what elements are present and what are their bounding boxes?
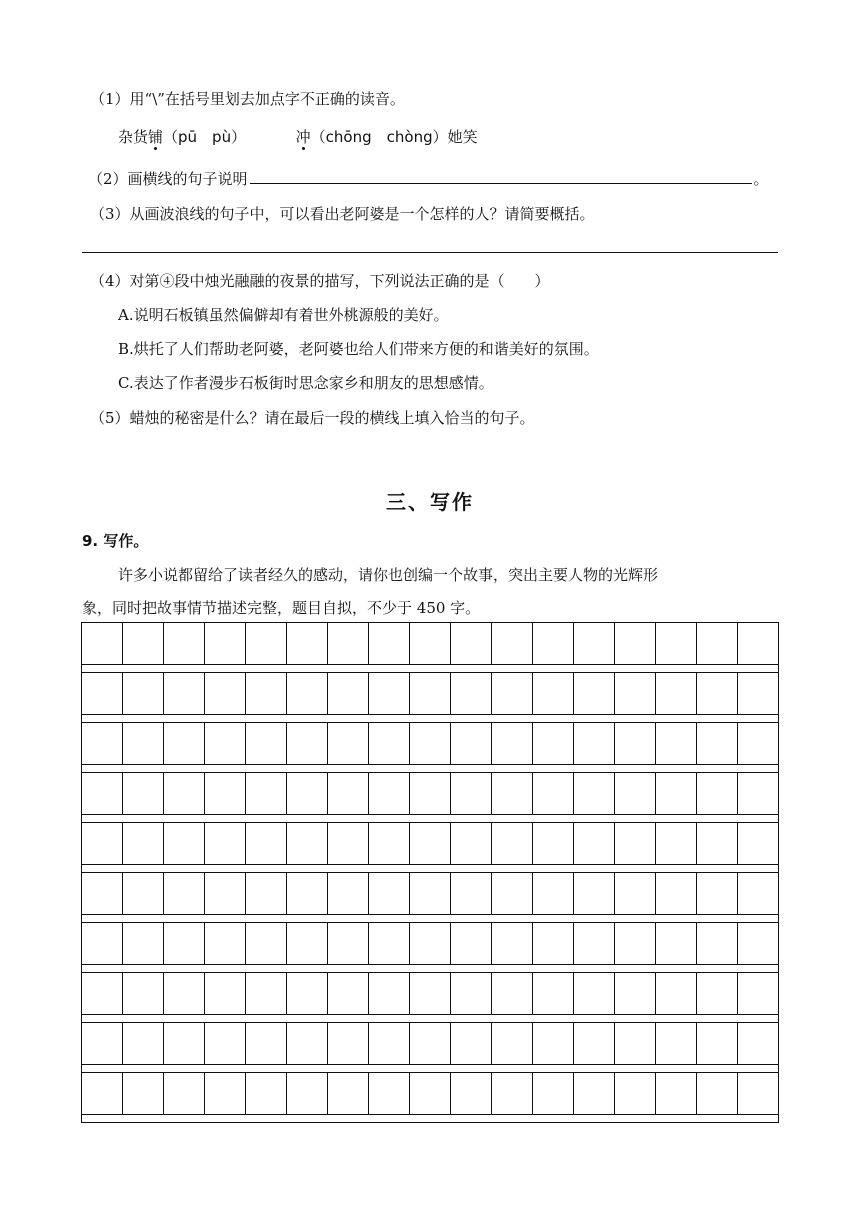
question-1-items [118,126,478,147]
grid-cell[interactable] [615,1023,656,1064]
grid-row-gap [81,1064,779,1072]
grid-cell[interactable] [123,923,164,964]
grid-cell[interactable] [369,973,410,1014]
grid-cell[interactable] [656,1023,697,1064]
grid-cell[interactable] [656,673,697,714]
grid-cell[interactable] [410,1073,451,1114]
item1-dotted-char: 铺 [148,128,164,146]
grid-row [81,772,779,814]
grid-cell[interactable] [492,773,533,814]
option-c: C.表达了作者漫步石板街时思念家乡和朋友的思想感情。 [118,374,494,392]
grid-cell[interactable] [82,1073,123,1114]
grid-cell[interactable] [738,923,778,964]
question-3: （3）从画波浪线的句子中，可以看出老阿婆是一个怎样的人？请简要概括。 [90,205,595,223]
grid-cell[interactable] [697,1073,738,1114]
grid-cell[interactable] [164,873,205,914]
grid-row-gap [81,864,779,872]
grid-cell[interactable] [615,1073,656,1114]
grid-cell[interactable] [451,623,492,664]
grid-cell[interactable] [123,673,164,714]
grid-row-gap [81,1014,779,1022]
grid-cell[interactable] [533,723,574,764]
grid-cell[interactable] [369,623,410,664]
grid-cell[interactable] [287,1073,328,1114]
question-4: （4）对第④段中烛光融融的夜景的描写，下列说法正确的是（ ） [90,272,550,290]
grid-cell[interactable] [410,923,451,964]
grid-cell[interactable] [82,723,123,764]
grid-cell[interactable] [656,723,697,764]
grid-row-gap [81,1114,779,1122]
section-title: 三、写作 [386,490,474,514]
grid-cell[interactable] [656,923,697,964]
grid-cell[interactable] [369,1073,410,1114]
grid-cell[interactable] [246,1073,287,1114]
grid-cell[interactable] [451,1073,492,1114]
grid-cell[interactable] [246,873,287,914]
grid-cell[interactable] [410,873,451,914]
grid-cell[interactable] [451,1023,492,1064]
item1-prefix: 杂货 [118,128,149,146]
grid-cell[interactable] [82,1023,123,1064]
grid-cell[interactable] [328,723,369,764]
prompt-line-1: 许多小说都留给了读者经久的感动，请你也创编一个故事，突出主要人物的光辉形 [118,566,659,584]
grid-bottom-border [81,1122,779,1123]
grid-cell[interactable] [287,723,328,764]
grid-cell[interactable] [205,923,246,964]
answer-blank[interactable] [250,169,752,184]
grid-row-gap [81,764,779,772]
grid-cell[interactable] [492,873,533,914]
grid-cell[interactable] [533,1023,574,1064]
grid-cell[interactable] [328,873,369,914]
grid-row-gap [81,914,779,922]
grid-row [81,672,779,714]
grid-cell[interactable] [205,623,246,664]
grid-cell[interactable] [123,1073,164,1114]
grid-cell[interactable] [123,873,164,914]
grid-cell[interactable] [533,923,574,964]
grid-cell[interactable] [328,623,369,664]
grid-cell[interactable] [246,823,287,864]
grid-cell[interactable] [615,723,656,764]
grid-cell[interactable] [246,773,287,814]
grid-cell[interactable] [451,773,492,814]
grid-cell[interactable] [738,673,778,714]
grid-cell[interactable] [738,1073,778,1114]
grid-cell[interactable] [205,1073,246,1114]
grid-cell[interactable] [164,1073,205,1114]
answer-line[interactable] [82,252,778,253]
grid-cell[interactable] [615,973,656,1014]
grid-cell[interactable] [451,873,492,914]
grid-cell[interactable] [82,673,123,714]
grid-cell[interactable] [205,873,246,914]
grid-cell[interactable] [82,923,123,964]
grid-cell[interactable] [615,673,656,714]
grid-cell[interactable] [82,823,123,864]
grid-row [81,872,779,914]
grid-cell[interactable] [123,823,164,864]
grid-row [81,622,779,664]
grid-cell[interactable] [656,873,697,914]
grid-cell[interactable] [246,1023,287,1064]
grid-cell[interactable] [574,873,615,914]
grid-cell[interactable] [492,1073,533,1114]
grid-cell[interactable] [246,923,287,964]
grid-cell[interactable] [533,823,574,864]
grid-cell[interactable] [574,773,615,814]
grid-cell[interactable] [738,823,778,864]
grid-cell[interactable] [287,973,328,1014]
grid-cell[interactable] [492,673,533,714]
grid-cell[interactable] [410,973,451,1014]
grid-cell[interactable] [410,673,451,714]
grid-cell[interactable] [697,773,738,814]
grid-cell[interactable] [410,1023,451,1064]
grid-cell[interactable] [697,973,738,1014]
grid-row-gap [81,664,779,672]
grid-cell[interactable] [615,823,656,864]
grid-cell[interactable] [533,673,574,714]
grid-cell[interactable] [328,1023,369,1064]
grid-cell[interactable] [328,773,369,814]
grid-cell[interactable] [697,873,738,914]
grid-row-gap [81,964,779,972]
grid-cell[interactable] [328,923,369,964]
grid-cell[interactable] [287,673,328,714]
grid-cell[interactable] [205,723,246,764]
grid-cell[interactable] [287,823,328,864]
grid-cell[interactable] [697,673,738,714]
grid-cell[interactable] [697,1023,738,1064]
grid-cell[interactable] [287,923,328,964]
grid-cell[interactable] [533,873,574,914]
grid-cell[interactable] [246,673,287,714]
question-2 [88,168,769,189]
grid-row [81,1072,779,1114]
grid-cell[interactable] [205,823,246,864]
grid-cell[interactable] [451,823,492,864]
grid-row [81,1022,779,1064]
grid-cell[interactable] [123,623,164,664]
grid-cell[interactable] [492,823,533,864]
grid-cell[interactable] [369,773,410,814]
grid-cell[interactable] [328,1073,369,1114]
grid-cell[interactable] [738,723,778,764]
grid-cell[interactable] [246,623,287,664]
grid-cell[interactable] [451,923,492,964]
grid-row-gap [81,814,779,822]
grid-cell[interactable] [656,1073,697,1114]
grid-cell[interactable] [164,923,205,964]
grid-cell[interactable] [369,923,410,964]
grid-cell[interactable] [533,1073,574,1114]
prompt-line-2: 象，同时把故事情节描述完整，题目自拟，不少于 450 字。 [82,599,481,617]
question-label: 9. 写作。 [82,532,149,550]
grid-cell[interactable] [492,723,533,764]
writing-grid[interactable] [81,622,779,1123]
grid-cell[interactable] [615,923,656,964]
grid-cell[interactable] [369,823,410,864]
grid-row [81,722,779,764]
grid-cell[interactable] [533,623,574,664]
option-b: B.烘托了人们帮助老阿婆，老阿婆也给人们带来方便的和谐美好的氛围。 [118,340,599,358]
grid-cell[interactable] [492,1023,533,1064]
grid-cell[interactable] [492,923,533,964]
grid-cell[interactable] [328,823,369,864]
grid-cell[interactable] [287,623,328,664]
grid-cell[interactable] [205,1023,246,1064]
grid-cell[interactable] [697,623,738,664]
grid-cell[interactable] [410,773,451,814]
grid-cell[interactable] [410,823,451,864]
grid-cell[interactable] [615,773,656,814]
grid-cell[interactable] [574,623,615,664]
grid-cell[interactable] [574,1073,615,1114]
grid-cell[interactable] [369,873,410,914]
grid-cell[interactable] [205,673,246,714]
grid-cell[interactable] [205,773,246,814]
grid-cell[interactable] [164,973,205,1014]
item2-pinyin: （chōng chòng）她笑 [310,128,478,146]
grid-cell[interactable] [369,1023,410,1064]
grid-cell[interactable] [287,873,328,914]
grid-cell[interactable] [369,673,410,714]
grid-cell[interactable] [123,723,164,764]
grid-cell[interactable] [738,973,778,1014]
grid-cell[interactable] [123,773,164,814]
grid-cell[interactable] [738,773,778,814]
grid-row [81,822,779,864]
grid-cell[interactable] [82,773,123,814]
grid-cell[interactable] [82,973,123,1014]
grid-cell[interactable] [164,773,205,814]
item1-pinyin: （pū pù） [163,128,247,146]
grid-cell[interactable] [410,723,451,764]
question-2-prefix: （2）画横线的句子说明 [88,170,248,188]
grid-cell[interactable] [656,823,697,864]
grid-cell[interactable] [164,673,205,714]
grid-cell[interactable] [738,873,778,914]
grid-cell[interactable] [656,773,697,814]
grid-cell[interactable] [164,1023,205,1064]
grid-cell[interactable] [533,773,574,814]
grid-cell[interactable] [697,823,738,864]
grid-cell[interactable] [410,623,451,664]
grid-cell[interactable] [328,673,369,714]
grid-cell[interactable] [164,723,205,764]
item2-dotted-char: 冲 [295,128,311,146]
grid-cell[interactable] [246,973,287,1014]
grid-cell[interactable] [574,673,615,714]
grid-cell[interactable] [287,1023,328,1064]
question-2-suffix: 。 [753,170,769,188]
grid-cell[interactable] [451,673,492,714]
grid-cell[interactable] [123,973,164,1014]
grid-cell[interactable] [738,623,778,664]
grid-cell[interactable] [328,973,369,1014]
grid-cell[interactable] [451,723,492,764]
grid-cell[interactable] [492,973,533,1014]
grid-cell[interactable] [164,823,205,864]
grid-row-gap [81,714,779,722]
grid-cell[interactable] [574,723,615,764]
grid-cell[interactable] [205,973,246,1014]
grid-cell[interactable] [574,1023,615,1064]
grid-cell[interactable] [164,623,205,664]
grid-cell[interactable] [697,723,738,764]
option-a: A.说明石板镇虽然偏僻却有着世外桃源般的美好。 [118,306,449,324]
grid-cell[interactable] [574,973,615,1014]
grid-cell[interactable] [615,623,656,664]
grid-cell[interactable] [246,723,287,764]
grid-cell[interactable] [656,623,697,664]
grid-cell[interactable] [451,973,492,1014]
grid-cell[interactable] [287,773,328,814]
question-1: （1）用“\”在括号里划去加点字不正确的读音。 [90,90,405,108]
grid-row [81,972,779,1014]
grid-cell[interactable] [615,873,656,914]
grid-cell[interactable] [533,973,574,1014]
grid-cell[interactable] [656,973,697,1014]
grid-cell[interactable] [369,723,410,764]
grid-cell[interactable] [738,1023,778,1064]
grid-cell[interactable] [574,823,615,864]
grid-cell[interactable] [492,623,533,664]
grid-row [81,922,779,964]
grid-cell[interactable] [82,873,123,914]
grid-cell[interactable] [123,1023,164,1064]
grid-cell[interactable] [697,923,738,964]
grid-cell[interactable] [82,623,123,664]
grid-cell[interactable] [574,923,615,964]
question-5: （5）蜡烛的秘密是什么？请在最后一段的横线上填入恰当的句子。 [90,409,535,427]
